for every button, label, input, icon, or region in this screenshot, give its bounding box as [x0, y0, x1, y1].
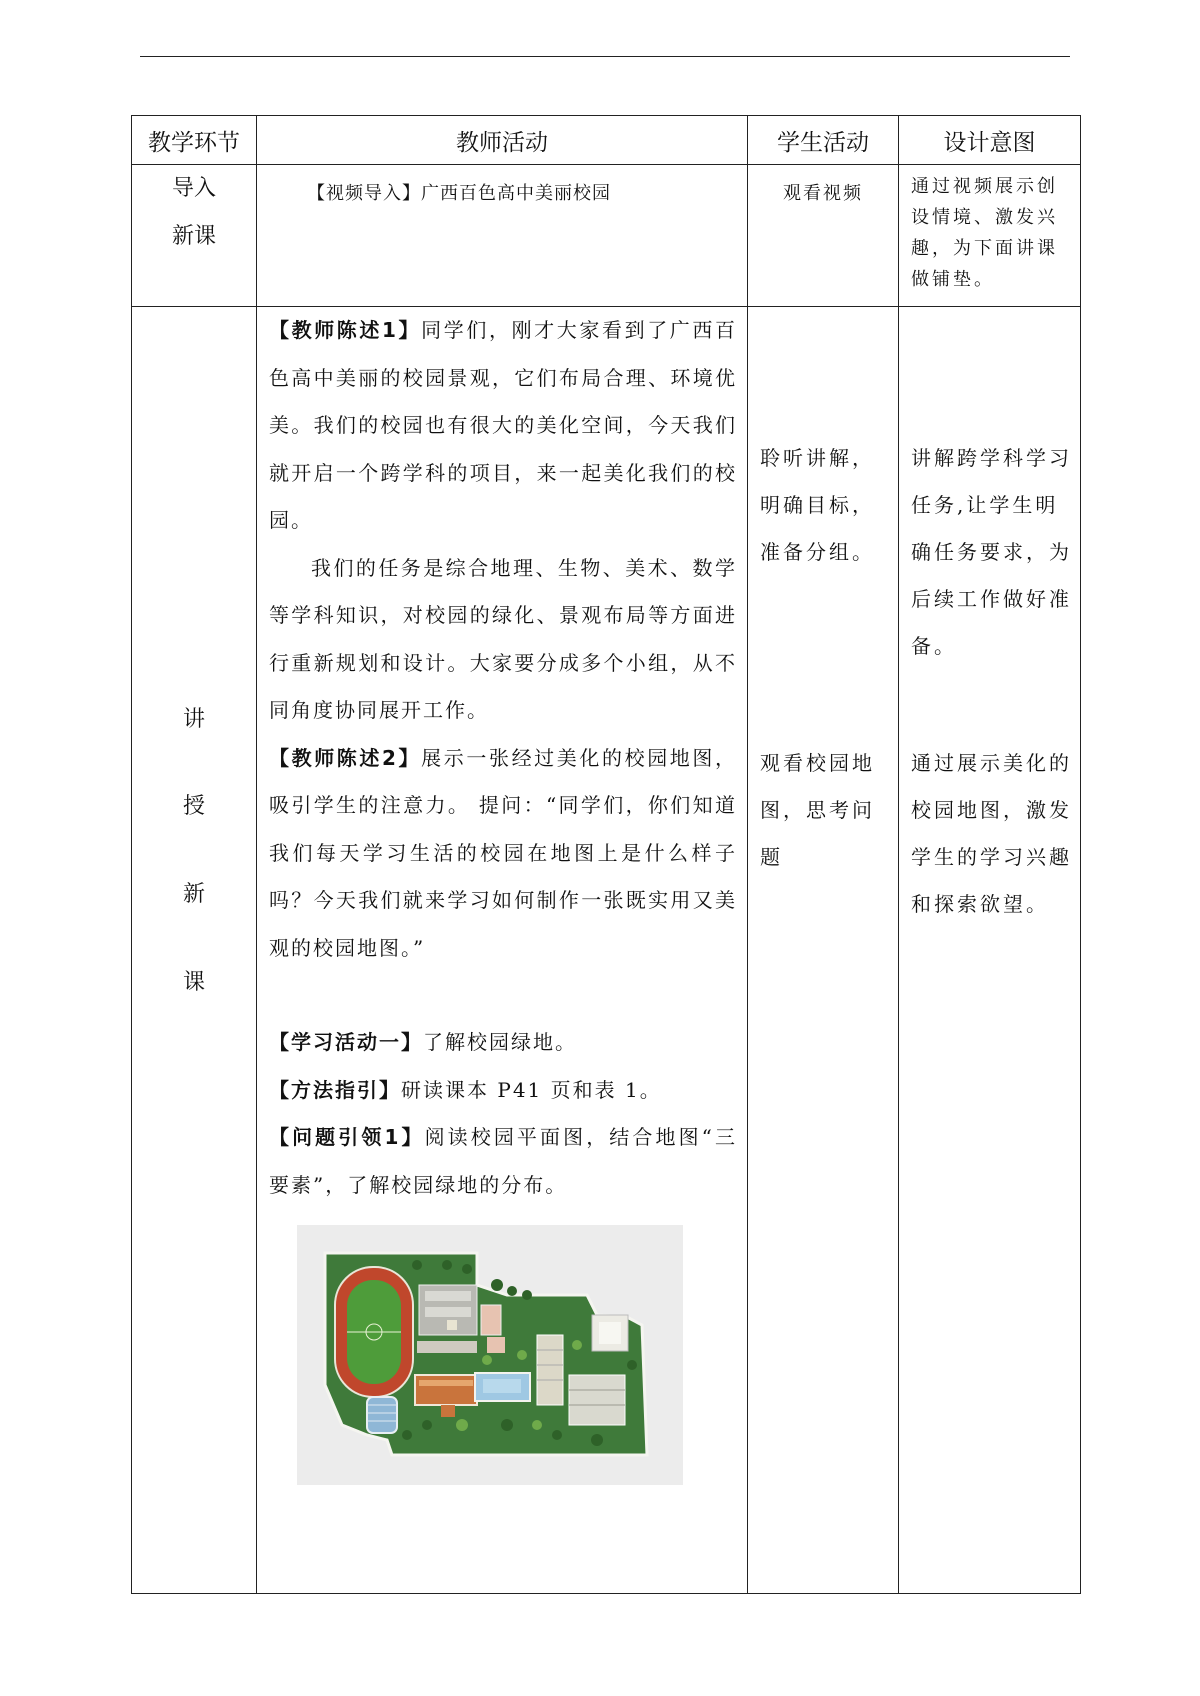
- teacher-statement-1: 【教师陈述1】同学们，刚才大家看到了广西百色高中美丽的校园景观，它们布局合理、环境优美。我们的校园也有很大的美化空间，今天我们就开启一个跨学科的项目，来一起美化我们的校园。: [269, 318, 738, 532]
- header-segment: 教学环节: [132, 116, 257, 165]
- learning-activity-1: 【学习活动一】了解校园绿地。: [269, 1030, 577, 1054]
- campus-map-illustration: [297, 1225, 683, 1485]
- table-header-row: [132, 116, 1081, 165]
- design-cell: [899, 307, 1081, 1594]
- header-design: 设计意图: [899, 116, 1081, 165]
- task-paragraph: 我们的任务是综合地理、生物、美术、数学等学科知识，对校园的绿化、景观布局等方面进行重新规划和设计。大家要分成多个小组，从不同角度协同展开工作。: [269, 555, 737, 722]
- segment-cell: [132, 307, 257, 1594]
- campus-map-image: [297, 1225, 683, 1485]
- table-row: [132, 165, 1081, 307]
- segment-label: 导入: [171, 176, 216, 201]
- student-cell: 观看视频: [748, 165, 899, 307]
- design-cell: 通过视频展示创设情境、激发兴趣，为下面讲课做铺垫。: [899, 165, 1081, 307]
- header-rule: [140, 56, 1070, 57]
- student-activity-1: 聆听讲解，明确目标，准备分组。: [760, 446, 875, 564]
- teacher-cell: [257, 307, 748, 1594]
- header-teacher: 教师活动: [257, 116, 748, 165]
- table-row: [132, 307, 1081, 1594]
- segment-char: 授: [182, 794, 205, 819]
- teacher-statement-2: 【教师陈述2】展示一张经过美化的校园地图，吸引学生的注意力。 提问：“同学们，你们知道我们每天学习生活的校园在地图上是什么样子吗？今天我们就来学习如何制作一张既实用又美观的校园地图。”: [269, 745, 738, 960]
- segment-char: 讲: [182, 707, 205, 732]
- segment-char: 新: [182, 882, 205, 907]
- design-intent-2: 通过展示美化的校园地图，激发学生的学习兴趣和探索欲望。: [911, 751, 1072, 916]
- student-cell: [748, 307, 899, 1594]
- method-guide: 【方法指引】研读课本 P41 页和表 1。: [269, 1077, 662, 1102]
- lesson-plan-table: [131, 115, 1081, 1594]
- teacher-cell: 【视频导入】广西百色高中美丽校园: [257, 165, 748, 307]
- segment-label: 新课: [171, 224, 216, 249]
- question-lead-1: 【问题引领1】阅读校园平面图，结合地图“三要素”，了解校园绿地的分布。: [269, 1125, 737, 1197]
- student-activity-2: 观看校园地图，思考问题: [760, 751, 875, 869]
- header-student: 学生活动: [748, 116, 899, 165]
- design-intent-1: 讲解跨学科学习任务,让学生明确任务要求，为后续工作做好准备。: [911, 446, 1072, 658]
- segment-char: 课: [182, 970, 205, 995]
- segment-cell: [132, 165, 257, 307]
